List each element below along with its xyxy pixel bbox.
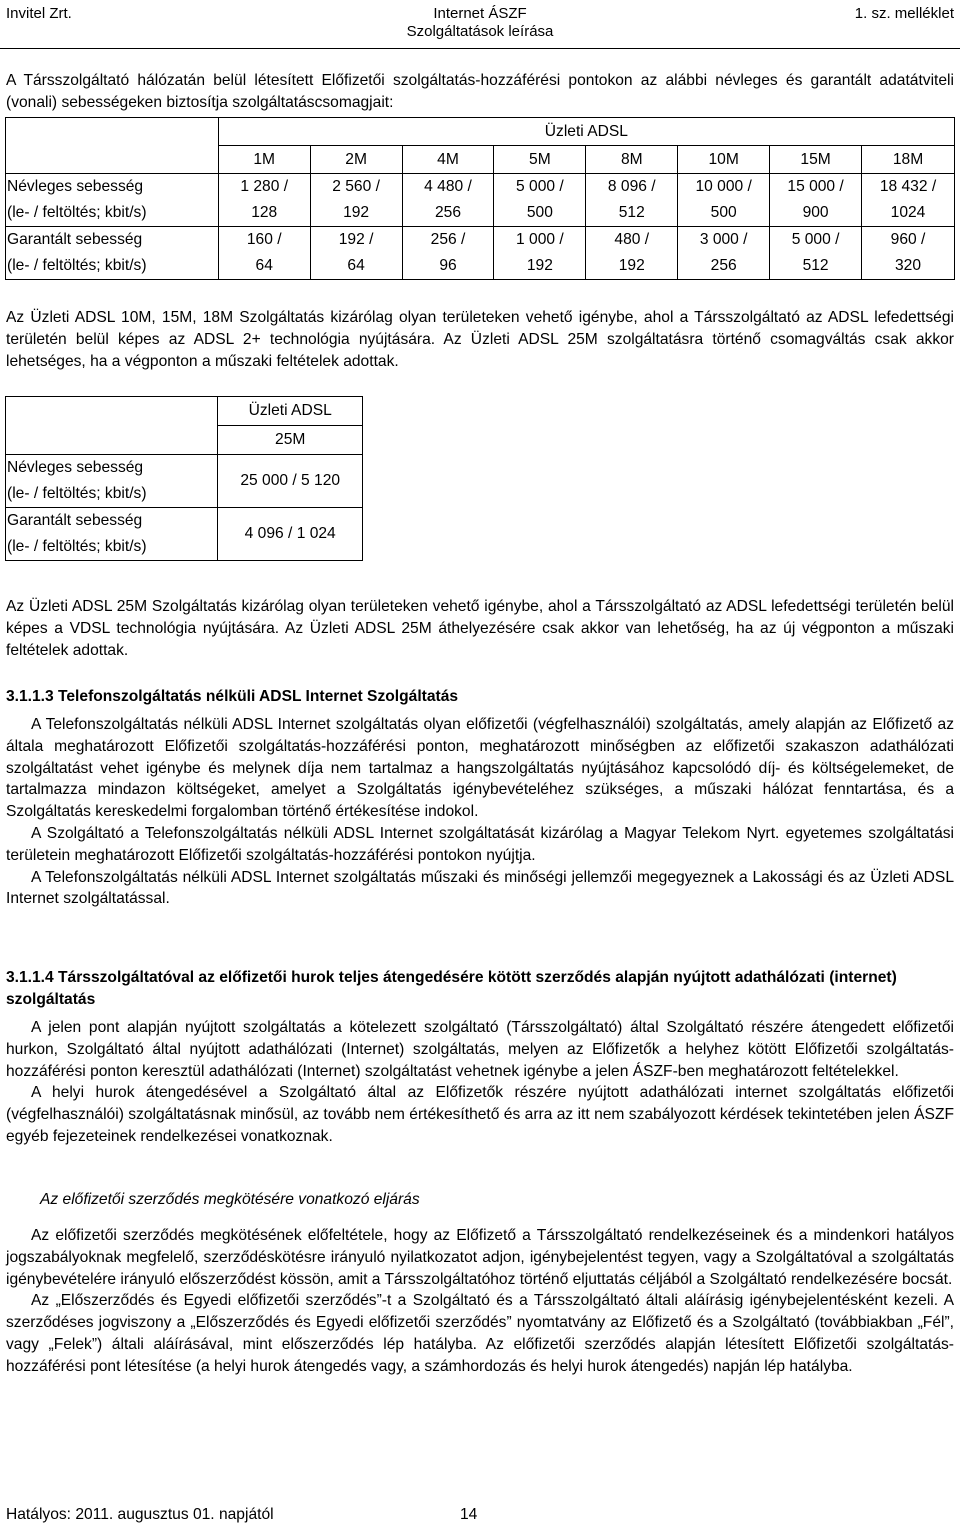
contract-procedure-body — [6, 1225, 954, 1378]
cell-line1: 960 / — [890, 231, 926, 248]
cell-line2: 320 — [895, 257, 922, 274]
row-label-line1: Névleges sebesség — [7, 459, 144, 476]
cell-line2: 256 — [710, 257, 737, 274]
header-annex: 1. sz. melléklet — [854, 5, 954, 22]
table1-cell — [586, 227, 678, 280]
cell-line1: 256 / — [430, 231, 466, 248]
section-3114-title: 3.1.1.4 Társszolgáltatóval az előfizetői hurok teljes átengedésére kötött szerződés alapján nyújtott adathálózati (internet) szolgáltatás — [6, 969, 897, 1008]
section-3113-paragraph: A Telefonszolgáltatás nélküli ADSL Internet szolgáltatás műszaki és minőségi jellemzői megegyeznek a Lakossági és az Üzleti ADSL Internet szolgáltatással. — [6, 868, 954, 908]
row-label-line2: (le- / feltöltés; kbit/s) — [7, 204, 147, 221]
contract-procedure-subheading: Az előfizetői szerződés megkötésére vonatkozó eljárás — [40, 1191, 420, 1208]
table1-package: 10M — [678, 146, 770, 174]
table2-row-guaranteed — [6, 508, 363, 561]
footer-page-number: 14 — [460, 1506, 478, 1523]
table1-package: 5M — [494, 146, 586, 174]
table1-package: 1M — [218, 146, 310, 174]
table1-caption: Üzleti ADSL — [218, 118, 954, 146]
intro-paragraph — [6, 70, 954, 114]
row-label-line1: Névleges sebesség — [7, 178, 144, 195]
table1-row-nominal — [6, 174, 955, 227]
section-3114-paragraph: A helyi hurok átengedésével a Szolgáltató által az Előfizetők részére nyújtott adathálózati internet szolgáltatás előfizetői (végfelhasználói) szolgáltatásnak minősül, az tovább nem értékesíthető és arra az itt nem szabályozott kérdések tekintetében jelen ÁSZF egyéb fejezeteinek rendelkezései vonatkoznak. — [6, 1084, 954, 1145]
section-3113-body — [6, 714, 954, 910]
cell-line1: 5 000 / — [791, 231, 840, 248]
header-title — [380, 5, 580, 41]
table2-cell: 4 096 / 1 024 — [218, 508, 363, 561]
cell-line1: 4 480 / — [424, 178, 472, 195]
cell-line2: 500 — [710, 204, 737, 221]
cell-line2: 512 — [802, 257, 829, 274]
cell-line2: 256 — [434, 204, 461, 221]
header-title-line1: Internet ÁSZF — [433, 5, 527, 22]
cell-line1: 15 000 / — [787, 178, 844, 195]
table1-cell — [310, 174, 402, 227]
cell-line1: 18 432 / — [879, 178, 937, 195]
section-3113-paragraph: A Telefonszolgáltatás nélküli ADSL Internet szolgáltatás olyan előfizetői (végfelhasználói) szolgáltatás, amely alapján az Előfizető az általa meghatározott Előfizetői szolgáltatás-hozzáférési ponton, meghatározott minőségben az előfizetői szakaszon adathálózati szolgáltatást vehet igénybe és melynek díja nem tartalmaz a hangszolgáltatás nyújtásához kapcsolódó díj- és költségelemeket, de tartalmazza mindazon költségeket, amelyet a Szolgáltatás igénybevételéhez szükséges, a műszaki hálózat fenntartása, és a Szolgáltatás kereskedelmi forgalomban történő értékesítése indokol. — [6, 716, 954, 821]
cell-line1: 1 000 / — [516, 231, 564, 248]
cell-line2: 192 — [343, 204, 370, 221]
cell-line2: 128 — [251, 204, 278, 221]
section-3114-paragraph: A jelen pont alapján nyújtott szolgáltatás a kötelezett szolgáltató (Társszolgáltató) által Szolgáltató részére átengedett előfizetői hurkon, Szolgáltató által nyújtott adathálózati (Internet) szolgáltatás, melyen az Előfizetők a helyhez kötött Előfizetői szolgáltatás-hozzáférési ponton keresztül adathálózati (Internet) szolgáltatást vehetnek igénybe a jelen ÁSZF-ben meghatározott feltételekkel. — [6, 1019, 954, 1080]
cell-line1: 1 280 / — [240, 178, 289, 195]
speed-table-business-adsl — [5, 117, 955, 280]
cell-line2: 64 — [255, 257, 273, 274]
row-label-line1: Garantált sebesség — [7, 512, 143, 529]
cell-line2: 1024 — [890, 204, 926, 221]
table2-row-label — [6, 508, 218, 561]
cell-line1: 8 096 / — [607, 178, 656, 195]
table1-cell — [402, 227, 494, 280]
table1-cell — [770, 227, 862, 280]
cell-line1: 192 / — [338, 231, 374, 248]
table1-cell — [678, 174, 770, 227]
vdsl-note-text: Az Üzleti ADSL 25M Szolgáltatás kizárólag olyan területeken vehető igénybe, ahol a Társszolgáltató az ADSL lefedettségi területén belül képes a VDSL technológia nyújtására. Az Üzleti ADSL 25M áthelyezésére csak akkor van lehetőség, ha az új végponton a műszaki feltételek adottak. — [6, 598, 954, 659]
cell-line2: 96 — [439, 257, 457, 274]
cell-line1: 480 / — [614, 231, 650, 248]
row-label-line2: (le- / feltöltés; kbit/s) — [7, 257, 147, 274]
table2-corner — [6, 397, 218, 455]
section-3114-body — [6, 1017, 954, 1148]
header-rule — [0, 48, 960, 49]
adsl2plus-note — [6, 307, 954, 372]
table1-row-label — [6, 227, 219, 280]
table1-corner — [6, 118, 219, 174]
section-3113-paragraph: A Szolgáltató a Telefonszolgáltatás nélküli ADSL Internet szolgáltatását kizárólag a Magyar Telekom Nyrt. egyetemes szolgáltatási területein meghatározott Előfizetői szolgáltatás-hozzáférési pontokon nyújtja. — [6, 824, 954, 864]
table2-package: 25M — [218, 426, 363, 455]
cell-line1: 10 000 / — [695, 178, 752, 195]
intro-text: A Társszolgáltató hálózatán belül létesített Előfizetői szolgáltatás-hozzáférési pontokon az alábbi névleges és garantált adatátviteli (vonali) sebességeken biztosítja szolgáltatáscsomagjait: — [6, 72, 954, 111]
contract-procedure-paragraph: Az „Előszerződés és Egyedi előfizetői szerződés”-t a Szolgáltató és a Társszolgáltató általi aláírásig igénybejelentésként kezeli. A szerződéses jogviszony a „Előszerződés és Egyedi előfizetői szerződés” nyomtatvány az Előfizető és a Szolgáltató (továbbiakban „Fél”, vagy „Felek”) általi aláírásával, mint előszerződés lép hatályba. Az előfizetői szerződés alapján létesített Előfizetői szolgáltatás-hozzáférési pont létesítése (a helyi hurok átengedés vagy, a számhordozás és helyi hurok átengedés) napján lép hatályba. — [6, 1292, 954, 1375]
table1-cell — [218, 227, 310, 280]
table1-cell — [402, 174, 494, 227]
cell-line2: 192 — [526, 257, 553, 274]
table1-package: 15M — [770, 146, 862, 174]
table1-cell — [586, 174, 678, 227]
table2-cell: 25 000 / 5 120 — [218, 455, 363, 508]
table1-package: 8M — [586, 146, 678, 174]
section-3113-title: 3.1.1.3 Telefonszolgáltatás nélküli ADSL Internet Szolgáltatás — [6, 688, 459, 705]
cell-line2: 64 — [347, 257, 365, 274]
table1-cell — [862, 174, 955, 227]
table1-row-guaranteed — [6, 227, 955, 280]
table1-package: 18M — [862, 146, 955, 174]
table2-caption: Üzleti ADSL — [218, 397, 363, 426]
table1-cell — [494, 174, 586, 227]
header-title-line2: Szolgáltatások leírása — [406, 23, 554, 40]
cell-line2: 500 — [526, 204, 553, 221]
cell-line1: 160 / — [246, 231, 282, 248]
cell-line1: 2 560 / — [332, 178, 380, 195]
cell-line2: 900 — [802, 204, 829, 221]
adsl2plus-note-text: Az Üzleti ADSL 10M, 15M, 18M Szolgáltatás kizárólag olyan területeken vehető igénybe, ahol a Társszolgáltató az ADSL lefedettségi területén belül képes az ADSL 2+ technológia nyújtására. Az Üzleti ADSL 25M szolgáltatásra történő csomagváltás csak akkor lehetséges, ha a végponton a műszaki feltételek adottak. — [6, 309, 954, 370]
speed-table-business-adsl-25m — [5, 396, 363, 561]
table1-cell — [862, 227, 955, 280]
cell-line2: 192 — [618, 257, 645, 274]
cell-line1: 3 000 / — [699, 231, 748, 248]
vdsl-note — [6, 596, 954, 661]
contract-procedure-paragraph: Az előfizetői szerződés megkötésének előfeltétele, hogy az Előfizető a Társszolgáltató rendelkezéseinek és a mindenkori hatályos jogszabályoknak megfelelő, szerződéskötésre irányuló nyilatkozatot adjon, igénybejelentést tegyen, vagy a Szolgáltatóval a szolgáltatás igénybevételére irányuló előszerződést kössön, amit a Társszolgáltatóhoz történő eljuttatás céljából a Szolgáltató rendelkezésére bocsát. — [6, 1227, 954, 1288]
footer-effective-date: Hatályos: 2011. augusztus 01. napjától — [6, 1506, 274, 1523]
table1-cell — [310, 227, 402, 280]
cell-line1: 5 000 / — [516, 178, 564, 195]
table1-cell — [770, 174, 862, 227]
table1-cell — [678, 227, 770, 280]
header-company: Invitel Zrt. — [6, 5, 72, 22]
row-label-line2: (le- / feltöltés; kbit/s) — [7, 485, 147, 502]
table1-package: 4M — [402, 146, 494, 174]
table2-row-label — [6, 455, 218, 508]
table1-package: 2M — [310, 146, 402, 174]
cell-line2: 512 — [618, 204, 645, 221]
table1-row-label — [6, 174, 219, 227]
table2-row-nominal — [6, 455, 363, 508]
row-label-line2: (le- / feltöltés; kbit/s) — [7, 538, 147, 555]
table1-cell — [218, 174, 310, 227]
table1-cell — [494, 227, 586, 280]
row-label-line1: Garantált sebesség — [7, 231, 143, 248]
